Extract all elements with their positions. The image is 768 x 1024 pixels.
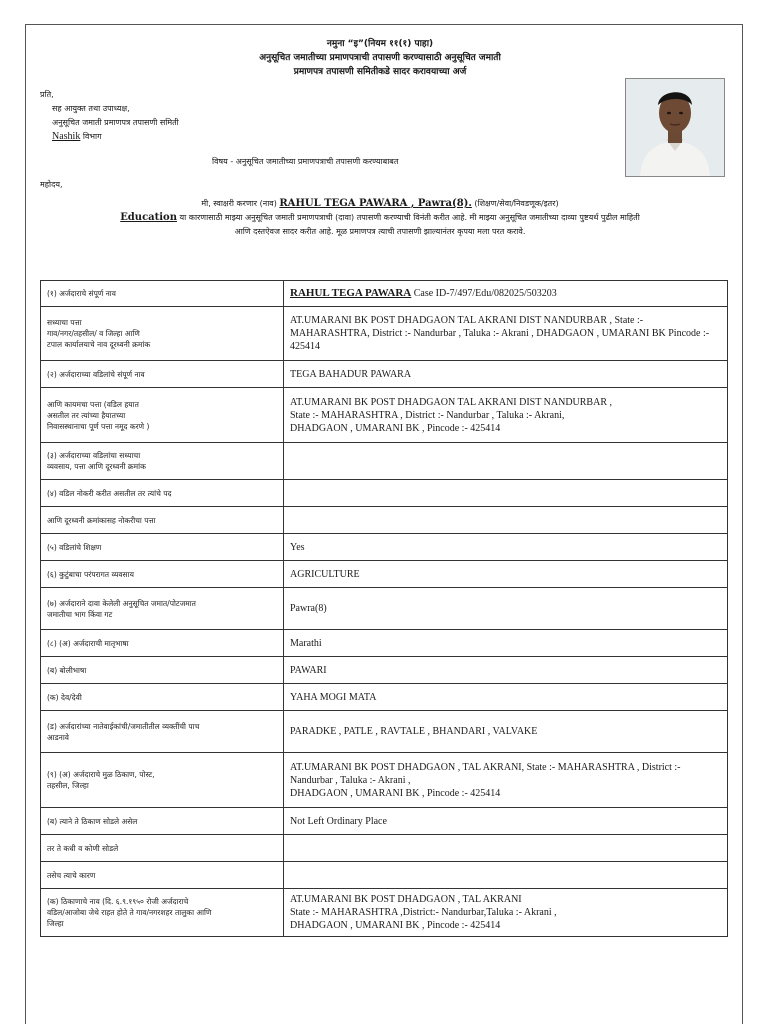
table-row: [41, 657, 728, 684]
row-value: [284, 307, 728, 361]
row-value: [284, 588, 728, 630]
row-value: [284, 281, 728, 307]
row-label: (८) (अ) अर्जदाराची मातृभाषा: [41, 630, 284, 657]
form-title: नमुना “इ”(नियम ११(१) पाहा): [326, 39, 434, 49]
row-label: (५) वडिलांचे शिक्षण: [41, 534, 284, 561]
row-value-text: AT.UMARANI BK POST DHADGAON , TAL AKRANI, State :- MAHARASHTRA , District :- Nandurbar , Taluka :- Akrani , DHADGAON , UMARANI BK , Pincode :- 425414: [290, 761, 681, 799]
table-row: [41, 361, 728, 388]
subject-line: विषय - अनुसूचित जमातीच्या प्रमाणपत्राची तपासणी करण्याबाबत: [212, 157, 399, 166]
salutation: महोदय,: [40, 180, 63, 189]
para-body: या कारणासाठी माझ्या अनुसूचित जमाती प्रमाणपत्राची (दावा) तपासणी करण्याची विनंती करीत आहे. मी माझ्या अनुसूचित जमातीच्या दाव्या पुष्टयर्थ पुढील माहिती आणि दस्तऐवज सादर करीत आहे. मूळ प्रमाणपत्र त्याची तपासणी झाल्यानंतर कृपया मला परत करावे.: [177, 213, 640, 236]
row-value: [284, 835, 728, 862]
row-label: (४) वडिल नोकरी करीत असतील तर त्यांचे पद: [41, 480, 284, 507]
row-label: सध्याचा पत्ता गाव/नगर/तहसील/ व जिल्हा आणि टपाल कार्यालयाचे नाव दूरध्वनी क्रमांक: [41, 307, 284, 361]
table-row: [41, 388, 728, 443]
form-heading: अनुसूचित जमातीच्या प्रमाणपत्राची तपासणी करण्यासाठी अनुसूचित जमाती: [259, 53, 501, 63]
row-value-text: AGRICULTURE: [290, 568, 360, 580]
row-label: (क) देव/देवी: [41, 684, 284, 711]
row-label: (ड) अर्जदारांच्या नातेवाईकांची/जमातीतील व्यक्तींची पाच आडनावे: [41, 711, 284, 753]
table-row: [41, 889, 728, 937]
row-label: (६) कुटुंबाचा परंपरागत व्यवसाय: [41, 561, 284, 588]
table-row: [41, 711, 728, 753]
table-row: [41, 835, 728, 862]
row-value-text: Pawra(8): [290, 603, 327, 614]
row-label: (१) अर्जदाराचे संपूर्ण नाव: [41, 281, 284, 307]
row-label: (९) (अ) अर्जदाराचे मुळ ठिकाण, पोस्ट, तहसील, जिल्हा: [41, 753, 284, 808]
form-subheading: प्रमाणपत्र तपासणी समितीकडे सादर करावयाच्या अर्ज: [293, 67, 467, 77]
row-value: [284, 889, 728, 937]
table-row: [41, 862, 728, 889]
row-label: (ब) बोलीभाषा: [41, 657, 284, 684]
row-value-text: AT.UMARANI BK POST DHADGAON TAL AKRANI DIST NANDURBAR , State :- MAHARASHTRA, District :- Nandurbar , Taluka :- Akrani , DHADGAON , UMARANI BK Pincode :- 425414: [290, 315, 710, 352]
table-row: [41, 588, 728, 630]
row-value: [284, 388, 728, 443]
para-suffix: (शिक्षण/सेवा/निवडणूक/इतर): [471, 199, 559, 208]
row-value: [284, 630, 728, 657]
table-row: [41, 443, 728, 480]
division-name: Nashik: [52, 131, 81, 142]
row-label: तर ते कधी व कोणी सोडले: [41, 835, 284, 862]
table-row: [41, 561, 728, 588]
row-value-text: Not Left Ordinary Place: [290, 815, 387, 827]
row-value: [284, 753, 728, 808]
row-value: [284, 808, 728, 835]
table-row: [41, 281, 728, 307]
row-value: [284, 534, 728, 561]
row-label: आणि कायमचा पत्ता (वडिल हयात असतील तर त्यांच्या हैयातच्या निवासस्थानाचा पूर्ण पत्ता नमूद करणे ): [41, 388, 284, 443]
row-label: (७) अर्जदाराने दावा केलेली अनुसूचित जमात/पोटजमात जमातीचा भाग किंवा गट: [41, 588, 284, 630]
row-value: [284, 684, 728, 711]
addressee-line2: अनुसूचित जमाती प्रमाणपत्र तपासणी समिती: [52, 118, 179, 127]
row-label: (ब) त्याने ते ठिकाण सोडले असेल: [41, 808, 284, 835]
applicant-full-name: RAHUL TEGA PAWARA: [290, 287, 412, 299]
row-value: [284, 507, 728, 534]
table-row: [41, 507, 728, 534]
table-row: [41, 630, 728, 657]
table-row: [41, 684, 728, 711]
row-value: [284, 561, 728, 588]
row-value: [284, 361, 728, 388]
row-value: [284, 711, 728, 753]
row-value-text: PAWARI: [290, 664, 327, 676]
row-value-text: Case ID-7/497/Edu/082025/503203: [411, 288, 557, 299]
row-label: (३) अर्जदाराच्या वडिलांचा सध्याचा व्यवसाय, पत्ता आणि दूरध्वनी क्रमांक: [41, 443, 284, 480]
row-value: [284, 862, 728, 889]
table-row: [41, 534, 728, 561]
addressee-prati: प्रति,: [40, 90, 54, 99]
row-value-text: AT.UMARANI BK POST DHADGAON TAL AKRANI DIST NANDURBAR , State :- MAHARASHTRA , District :- Nandurbar , Taluka :- Akrani, DHADGAON , UMARANI BK , Pincode :- 425414: [290, 396, 612, 434]
division-suffix: विभाग: [80, 132, 102, 141]
purpose: Education: [120, 212, 177, 223]
row-value-text: Marathi: [290, 637, 322, 649]
row-value: [284, 480, 728, 507]
application-details-table: [40, 280, 728, 937]
table-row: [41, 808, 728, 835]
applicant-name: RAHUL TEGA PAWARA , Pawra(8).: [279, 198, 472, 209]
row-value-text: TEGA BAHADUR PAWARA: [290, 368, 412, 380]
row-value: [284, 443, 728, 480]
row-value-text: PARADKE , PATLE , RAVTALE , BHANDARI , VALVAKE: [290, 726, 538, 737]
row-value-text: AT.UMARANI BK POST DHADGAON , TAL AKRANI State :- MAHARASHTRA ,District:- Nandurbar,Taluka :- Akrani , DHADGAON , UMARANI BK , Pincode :- 425414: [290, 894, 557, 931]
row-value: [284, 657, 728, 684]
row-value-text: Yes: [290, 541, 305, 553]
table-row: [41, 753, 728, 808]
row-label: तसेच त्याचे कारण: [41, 862, 284, 889]
table-row: [41, 480, 728, 507]
addressee-division: [52, 130, 102, 144]
para-prefix: मी, स्वाक्षरी करणार (नाव): [201, 199, 280, 208]
applicant-photo: [625, 78, 725, 177]
addressee-line1: सह आयुक्त तथा उपाध्यक्ष,: [52, 104, 130, 113]
row-label: (२) अर्जदाराच्या वडिलांचे संपूर्ण नाव: [41, 361, 284, 388]
row-value-text: YAHA MOGI MATA: [290, 691, 377, 703]
table-row: [41, 307, 728, 361]
row-label: आणि दूरध्वनी क्रमांकासह नोकरीचा पत्ता: [41, 507, 284, 534]
application-paragraph: [120, 197, 640, 239]
row-label: (क) ठिकाणाचे नाव (दि. ६.९.१९५० रोजी अर्जदाराचे वडिल/आजोबा जेथे राहत होते ते गाव/नगरशहर तालुका आणि जिल्हा: [41, 889, 284, 937]
